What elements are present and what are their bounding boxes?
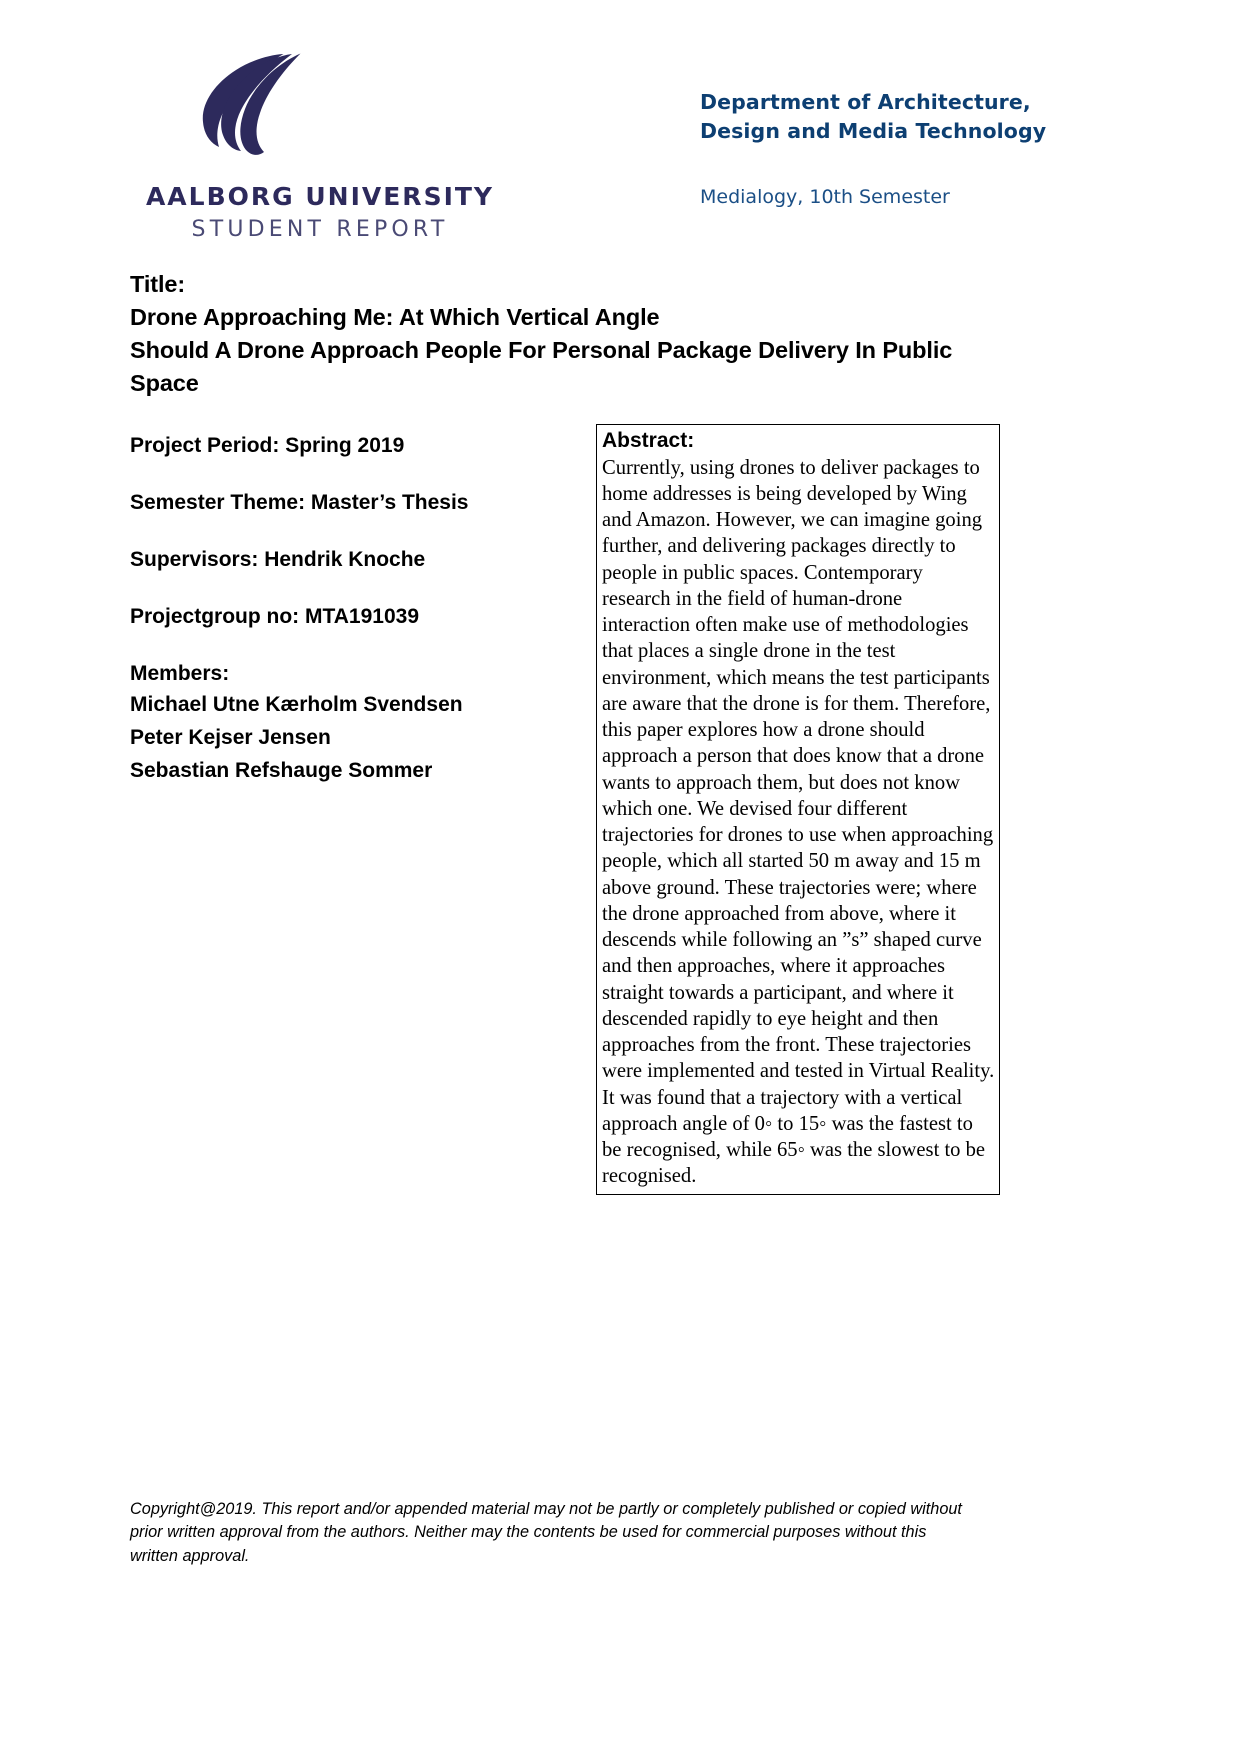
projectgroup-number: Projectgroup no: MTA191039 [130,604,419,628]
member-name: Peter Kejser Jensen [130,725,331,749]
university-logo-block [140,52,500,242]
project-period: Project Period: Spring 2019 [130,433,405,457]
member-name: Sebastian Refshauge Sommer [130,758,433,782]
department-line-2: Design and Media Technology [700,119,1047,144]
abstract-heading: Abstract: [602,429,695,452]
title-label: Title: [130,271,186,297]
member-name: Michael Utne Kærholm Svendsen [130,692,463,716]
semester-theme: Semester Theme: Master’s Thesis [130,490,469,514]
abstract-text: Currently, using drones to deliver packages to home addresses is being developed by Wing and Amazon. However, we can imagine going further, and delivering packages directly to people in public spaces. Contemporary research in the field of human-drone interaction often make use of methodologies that places a single drone in the test environment, which means the test participants are aware that the drone is for them. Therefore, this paper explores how a drone should approach a person that does know that a drone wants to approach them, but does not know which one. We devised four different trajectories for drones to use when approaching people, which all started 50 m away and 15 m above ground. These trajectories were; where the drone approached from above, where it descends while following an ”s” shaped curve and then approaches, where it approaches straight towards a participant, and where it descended rapidly to eye height and then approaches from the front. These trajectories were implemented and tested in Virtual Reality. It was found that a trajectory with a vertical approach angle of 0◦ to 15◦ was the fastest to be recognised, while 65◦ was the slowest to be recognised. [602,456,995,1188]
department-line-1: Department of Architecture, [700,90,1031,114]
programme-semester: Medialogy, 10th Semester [700,186,950,208]
report-type-label: STUDENT REPORT [191,217,449,242]
department-block [700,88,1130,146]
page-header [0,0,1241,250]
aalborg-swoosh-logo-icon [188,52,308,160]
project-metadata [130,434,560,788]
members-label: Members: [130,661,230,685]
title-block [130,268,960,400]
title-line-3: Space [130,369,199,396]
abstract-box [596,424,1000,1195]
title-line-1: Drone Approaching Me: At Which Vertical Angle [130,303,660,330]
copyright-notice: Copyright@2019. This report and/or appended material may not be partly or completely published or copied without prior written approval from the authors. Neither may the contents be used for commercial purposes without this written approval. [130,1500,962,1565]
title-line-2: Should A Drone Approach People For Personal Package Delivery In Public [130,336,953,363]
supervisors: Supervisors: Hendrik Knoche [130,547,426,571]
university-name: AALBORG UNIVERSITY [145,182,495,211]
